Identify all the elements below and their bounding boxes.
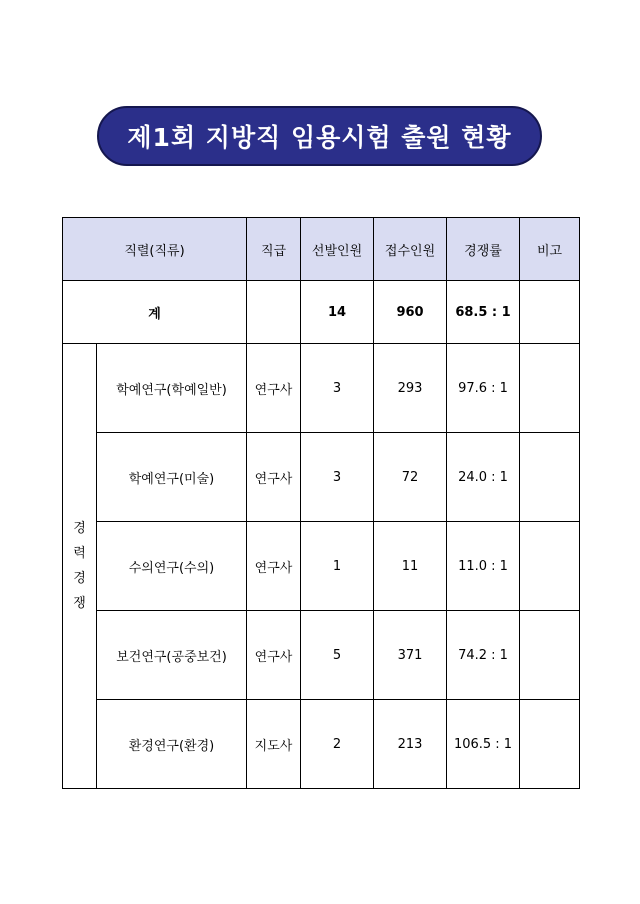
row-ratio: 74.2 : 1 <box>447 611 520 700</box>
total-applied: 960 <box>374 281 447 344</box>
row-applied: 213 <box>374 700 447 789</box>
row-selected: 1 <box>301 522 374 611</box>
row-selected: 5 <box>301 611 374 700</box>
total-note <box>520 281 580 344</box>
row-note <box>520 433 580 522</box>
row-applied: 11 <box>374 522 447 611</box>
application-status-table <box>62 217 580 789</box>
total-label: 계 <box>63 281 247 344</box>
total-ratio: 68.5 : 1 <box>447 281 520 344</box>
row-grade: 연구사 <box>247 344 301 433</box>
header-selected: 선발인원 <box>301 218 374 281</box>
row-field: 보건연구(공중보건) <box>97 611 247 700</box>
row-applied: 72 <box>374 433 447 522</box>
row-grade: 연구사 <box>247 611 301 700</box>
row-field: 학예연구(학예일반) <box>97 344 247 433</box>
table-row <box>63 700 580 789</box>
group-label-career: 경 력 경 쟁 <box>63 344 97 789</box>
row-note <box>520 522 580 611</box>
row-field: 환경연구(환경) <box>97 700 247 789</box>
table-header-row <box>63 218 580 281</box>
row-grade: 지도사 <box>247 700 301 789</box>
header-grade: 직급 <box>247 218 301 281</box>
header-applied: 접수인원 <box>374 218 447 281</box>
row-ratio: 97.6 : 1 <box>447 344 520 433</box>
table-row <box>63 522 580 611</box>
total-selected: 14 <box>301 281 374 344</box>
table-row <box>63 611 580 700</box>
row-grade: 연구사 <box>247 522 301 611</box>
title-banner <box>97 106 542 166</box>
row-field: 학예연구(미술) <box>97 433 247 522</box>
row-applied: 371 <box>374 611 447 700</box>
row-selected: 3 <box>301 433 374 522</box>
row-ratio: 11.0 : 1 <box>447 522 520 611</box>
row-ratio: 106.5 : 1 <box>447 700 520 789</box>
row-ratio: 24.0 : 1 <box>447 433 520 522</box>
row-note <box>520 611 580 700</box>
row-selected: 2 <box>301 700 374 789</box>
header-ratio: 경쟁률 <box>447 218 520 281</box>
row-selected: 3 <box>301 344 374 433</box>
header-field: 직렬(직류) <box>63 218 247 281</box>
row-note <box>520 344 580 433</box>
total-row <box>63 281 580 344</box>
row-grade: 연구사 <box>247 433 301 522</box>
table-row <box>63 433 580 522</box>
row-field: 수의연구(수의) <box>97 522 247 611</box>
page-title: 제1회 지방직 임용시험 출원 현황 <box>127 123 512 152</box>
table-row <box>63 344 580 433</box>
row-note <box>520 700 580 789</box>
header-note: 비고 <box>520 218 580 281</box>
total-grade <box>247 281 301 344</box>
row-applied: 293 <box>374 344 447 433</box>
